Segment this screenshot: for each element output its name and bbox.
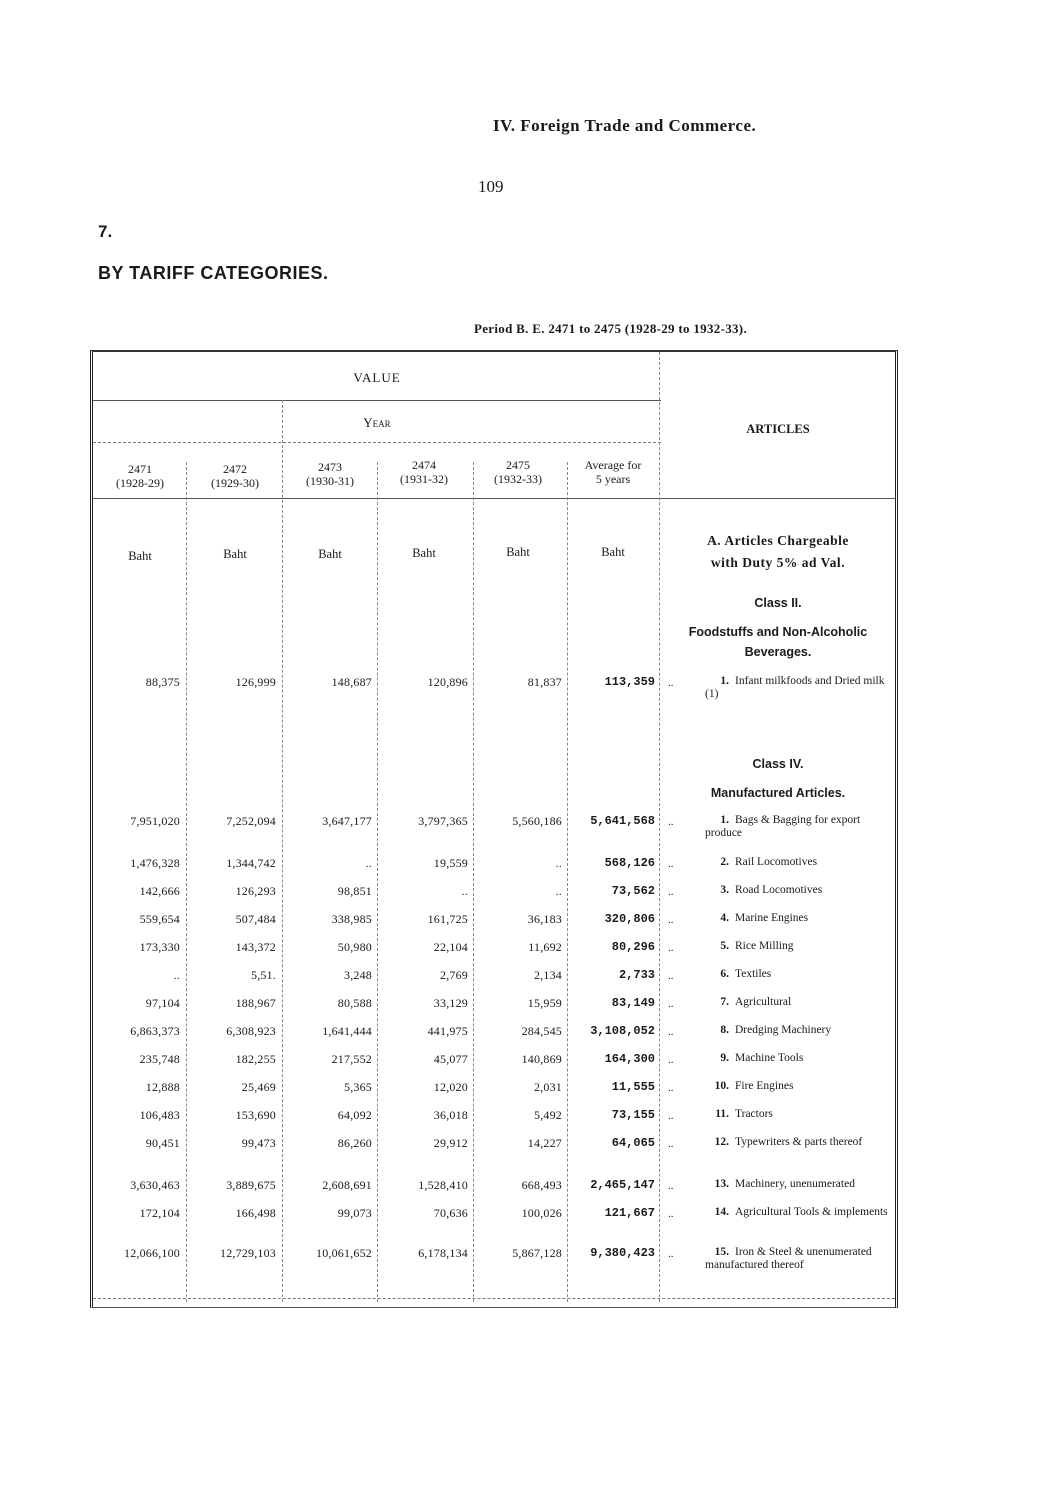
value-cell: 338,985 — [331, 912, 372, 926]
average-cell: 2,465,147 — [590, 1178, 655, 1192]
article-number: 10. — [714, 1080, 729, 1092]
value-cell: 50,980 — [337, 940, 372, 954]
article-number: 11. — [715, 1108, 729, 1120]
value-cell: 2,769 — [440, 968, 468, 982]
article-name: Machinery, unenumerated — [735, 1178, 855, 1190]
value-cell: 64,092 — [337, 1108, 372, 1122]
leader-dots: .. — [668, 1248, 674, 1260]
average-cell: 320,806 — [604, 912, 655, 926]
article-number: 3. — [720, 884, 729, 896]
leader-dots: .. — [668, 914, 674, 926]
value-cell: 559,654 — [139, 912, 180, 926]
value-cell: 1,528,410 — [418, 1178, 468, 1192]
section-a-heading: A. Articles Chargeable with Duty 5% ad Val. — [707, 533, 849, 570]
value-cell: 217,552 — [331, 1052, 372, 1066]
value-cell: 81,837 — [527, 675, 562, 689]
article-number: 15. — [714, 1246, 729, 1258]
average-cell: 83,149 — [611, 996, 655, 1010]
article-label — [705, 856, 893, 869]
value-cell: 1,641,444 — [322, 1024, 372, 1038]
article-label — [705, 1178, 893, 1191]
value-cell: 188,967 — [235, 996, 276, 1010]
table-title: BY TARIFF CATEGORIES. — [98, 263, 329, 283]
average-cell: 2,733 — [618, 968, 655, 982]
leader-dots: .. — [668, 1082, 674, 1094]
value-cell: 36,018 — [433, 1108, 468, 1122]
leader-dots: .. — [668, 1054, 674, 1066]
value-cell: 1,344,742 — [226, 856, 276, 870]
value-cell: 2,134 — [534, 968, 562, 982]
value-cell: 97,104 — [145, 996, 180, 1010]
article-name: Rail Locomotives — [735, 856, 818, 868]
year-column-header: 2473 (1930-31) — [306, 460, 354, 488]
value-cell: 2,608,691 — [322, 1178, 372, 1192]
column-divider — [567, 462, 568, 1302]
year-column-header: 2472 (1929-30) — [211, 462, 259, 490]
leader-dots: .. — [668, 998, 674, 1010]
value-cell: 6,863,373 — [130, 1024, 180, 1038]
value-cell: 12,066,100 — [124, 1246, 180, 1260]
article-number: 5. — [720, 940, 729, 952]
average-cell: 164,300 — [604, 1052, 655, 1066]
value-cell: 7,951,020 — [130, 814, 180, 828]
value-cell: 12,020 — [433, 1080, 468, 1094]
value-cell: 5,365 — [344, 1080, 372, 1094]
value-cell: 14,227 — [527, 1136, 562, 1150]
article-name: Infant milkfoods and Dried milk (1) — [705, 675, 885, 700]
article-label — [705, 814, 893, 840]
leader-dots: .. — [668, 1180, 674, 1192]
article-number: 6. — [720, 968, 729, 980]
value-cell: 3,889,675 — [226, 1178, 276, 1192]
article-name: Marine Engines — [735, 912, 809, 924]
article-number: 2. — [720, 856, 729, 868]
value-cell: 11,692 — [528, 940, 562, 954]
year-column-header: 2474 (1931-32) — [400, 458, 448, 486]
value-cell: 86,260 — [337, 1136, 372, 1150]
value-cell: 5,867,128 — [512, 1246, 562, 1260]
average-cell: 121,667 — [604, 1206, 655, 1220]
value-cell: 166,498 — [235, 1206, 276, 1220]
value-cell: 2,031 — [534, 1080, 562, 1094]
year-header: Year — [363, 415, 391, 430]
unit-label: Baht — [318, 547, 342, 561]
value-cell: 10,061,652 — [316, 1246, 372, 1260]
value-cell: 5,51. — [251, 968, 276, 982]
article-name: Typewriters & parts thereof — [735, 1136, 863, 1148]
leader-dots: .. — [668, 886, 674, 898]
article-label — [705, 1052, 893, 1065]
value-cell: .. — [365, 856, 372, 870]
value-cell: 182,255 — [235, 1052, 276, 1066]
leader-dots: .. — [668, 1138, 674, 1150]
value-cell: 668,493 — [521, 1178, 562, 1192]
value-cell: 6,308,923 — [226, 1024, 276, 1038]
article-number: 14. — [714, 1206, 729, 1218]
value-cell: 126,293 — [235, 884, 276, 898]
article-label — [705, 1246, 893, 1272]
value-cell: 45,077 — [433, 1052, 468, 1066]
average-cell: 73,562 — [611, 884, 655, 898]
article-number: 9. — [720, 1052, 729, 1064]
value-cell: 29,912 — [433, 1136, 468, 1150]
page-number: 109 — [478, 177, 504, 196]
value-cell: 161,725 — [427, 912, 468, 926]
divider — [93, 442, 661, 443]
value-cell: 142,666 — [139, 884, 180, 898]
article-name: Rice Milling — [735, 940, 794, 952]
article-name: Bags & Bagging for export produce — [705, 814, 861, 839]
article-number: 8. — [720, 1024, 729, 1036]
year-column-header: 2471 (1928-29) — [116, 462, 164, 490]
average-cell: 9,380,423 — [590, 1246, 655, 1260]
article-label — [705, 1024, 893, 1037]
value-cell: .. — [173, 968, 180, 982]
average-column-header: Average for 5 years — [584, 458, 642, 486]
class-ii-title: Foodstuffs and Non-Alcoholic Beverages. — [688, 625, 868, 659]
article-label — [705, 1108, 893, 1121]
article-name: Machine Tools — [735, 1052, 804, 1064]
value-cell: 507,484 — [235, 912, 276, 926]
article-name: Iron & Steel & unenumerated manufactured thereof — [705, 1246, 872, 1271]
value-cell: 3,630,463 — [130, 1178, 180, 1192]
value-cell: 22,104 — [433, 940, 468, 954]
leader-dots: .. — [668, 816, 674, 828]
leader-dots: .. — [668, 942, 674, 954]
value-cell: 143,372 — [235, 940, 276, 954]
value-cell: 1,476,328 — [130, 856, 180, 870]
leader-dots: .. — [668, 858, 674, 870]
unit-label: Baht — [128, 549, 152, 563]
value-cell: 99,073 — [337, 1206, 372, 1220]
value-cell: .. — [555, 884, 562, 898]
value-cell: 25,469 — [241, 1080, 276, 1094]
unit-label: Baht — [412, 546, 436, 560]
value-cell: 120,896 — [427, 675, 468, 689]
leader-dots: .. — [668, 1026, 674, 1038]
article-number: 1. — [720, 675, 729, 687]
article-label — [705, 1206, 893, 1219]
value-cell: 126,999 — [235, 675, 276, 689]
column-divider — [186, 462, 187, 1302]
value-cell: 3,647,177 — [322, 814, 372, 828]
average-cell: 568,126 — [604, 856, 655, 870]
leader-dots: .. — [668, 677, 674, 689]
average-cell: 73,155 — [611, 1108, 655, 1122]
article-label — [705, 675, 893, 701]
column-divider — [473, 462, 474, 1302]
average-cell: 5,641,568 — [590, 814, 655, 828]
article-label — [705, 1080, 893, 1093]
article-name: Road Locomotives — [735, 884, 823, 896]
table-number: 7. — [98, 222, 113, 241]
leader-dots: .. — [668, 1208, 674, 1220]
value-cell: 80,588 — [337, 996, 372, 1010]
value-cell: 70,636 — [433, 1206, 468, 1220]
value-cell: 12,729,103 — [220, 1246, 276, 1260]
article-label — [705, 996, 893, 1009]
value-cell: 36,183 — [527, 912, 562, 926]
value-cell: 12,888 — [145, 1080, 180, 1094]
article-name: Agricultural Tools & implements — [735, 1206, 888, 1218]
value-cell: 235,748 — [139, 1052, 180, 1066]
article-label — [705, 940, 893, 953]
article-number: 4. — [720, 912, 729, 924]
value-cell: 98,851 — [337, 884, 372, 898]
value-cell: 19,559 — [433, 856, 468, 870]
articles-header: ARTICLES — [746, 422, 810, 436]
article-label — [705, 1136, 893, 1149]
value-cell: 441,975 — [427, 1024, 468, 1038]
value-cell: .. — [555, 856, 562, 870]
value-cell: 90,451 — [145, 1136, 180, 1150]
article-name: Textiles — [735, 968, 772, 980]
article-name: Dredging Machinery — [735, 1024, 832, 1036]
value-cell: 33,129 — [433, 996, 468, 1010]
value-cell: 100,026 — [521, 1206, 562, 1220]
leader-dots: .. — [668, 1110, 674, 1122]
article-number: 7. — [720, 996, 729, 1008]
period-label: Period B. E. 2471 to 2475 (1928-29 to 1932-33). — [474, 321, 747, 336]
average-cell: 3,108,052 — [590, 1024, 655, 1038]
value-cell: 5,560,186 — [512, 814, 562, 828]
value-cell: 140,869 — [521, 1052, 562, 1066]
article-number: 1. — [720, 814, 729, 826]
divider — [93, 1298, 895, 1299]
column-divider — [377, 462, 378, 1302]
value-cell: 88,375 — [145, 675, 180, 689]
value-cell: 3,248 — [344, 968, 372, 982]
article-name: Agricultural — [735, 996, 792, 1008]
value-cell: 6,178,134 — [418, 1246, 468, 1260]
unit-label: Baht — [223, 547, 247, 561]
value-header: VALUE — [353, 370, 401, 385]
value-cell: 106,483 — [139, 1108, 180, 1122]
column-divider — [282, 400, 283, 1302]
article-label — [705, 912, 893, 925]
value-cell: 3,797,365 — [418, 814, 468, 828]
class-iv-title: Manufactured Articles. — [710, 786, 846, 800]
unit-label: Baht — [601, 545, 625, 559]
article-name: Tractors — [735, 1108, 773, 1120]
divider — [93, 498, 895, 499]
value-cell: 99,473 — [241, 1136, 276, 1150]
section-title: IV. Foreign Trade and Commerce. — [493, 116, 757, 135]
value-cell: 148,687 — [331, 675, 372, 689]
year-column-header: 2475 (1932-33) — [494, 458, 542, 486]
column-divider — [659, 352, 660, 1302]
average-cell: 113,359 — [604, 675, 655, 689]
average-cell: 80,296 — [611, 940, 655, 954]
class-iv-label: Class IV. — [752, 757, 804, 771]
article-name: Fire Engines — [735, 1080, 794, 1092]
article-label — [705, 968, 893, 981]
value-cell: 284,545 — [521, 1024, 562, 1038]
value-cell: 5,492 — [534, 1108, 562, 1122]
value-cell: .. — [461, 884, 468, 898]
unit-label: Baht — [506, 545, 530, 559]
value-cell: 15,959 — [527, 996, 562, 1010]
value-cell: 173,330 — [139, 940, 180, 954]
article-label — [705, 884, 893, 897]
divider — [93, 400, 661, 401]
article-number: 12. — [714, 1136, 729, 1148]
value-cell: 172,104 — [139, 1206, 180, 1220]
leader-dots: .. — [668, 970, 674, 982]
value-cell: 153,690 — [235, 1108, 276, 1122]
article-number: 13. — [714, 1178, 729, 1190]
average-cell: 11,555 — [611, 1080, 655, 1094]
value-cell: 7,252,094 — [226, 814, 276, 828]
average-cell: 64,065 — [611, 1136, 655, 1150]
class-ii-label: Class II. — [754, 596, 802, 610]
